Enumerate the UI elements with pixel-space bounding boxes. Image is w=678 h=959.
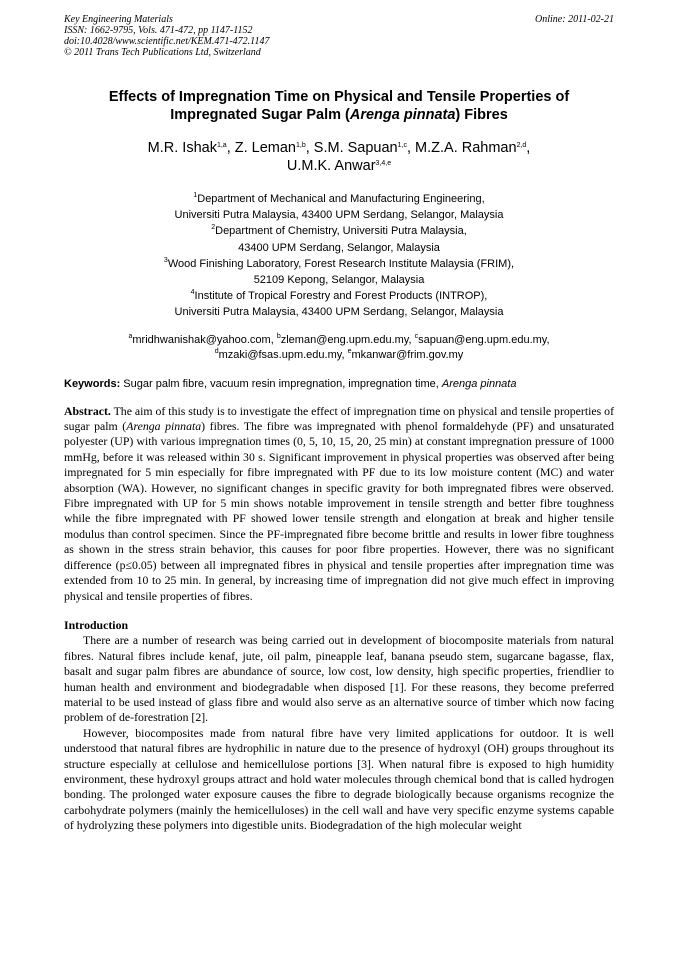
title-line-2-italic: Arenga pinnata [349, 107, 456, 123]
keywords [64, 377, 614, 391]
affiliation-marker: 1 [193, 192, 198, 199]
author-emails [64, 333, 614, 363]
affiliation-marker: 3 [163, 256, 168, 264]
email-a[interactable]: mridhwanishak@yahoo.com, [132, 333, 277, 346]
author-name: S.M. Sapuan [313, 140, 398, 156]
author-separator: , [305, 140, 314, 156]
keywords-label: Keywords: [64, 377, 121, 390]
author-separator: , [226, 140, 235, 156]
author-affil-marker: 2,d [516, 142, 527, 149]
paper-page [64, 14, 614, 834]
online-date: Online: 2011-02-21 [535, 14, 614, 25]
journal-name: Key Engineering Materials [64, 14, 173, 25]
email-marker: a [128, 332, 133, 340]
copyright-line: © 2011 Trans Tech Publications Ltd, Switzerland [64, 47, 261, 58]
email-marker: e [347, 347, 352, 355]
issn-line: ISSN: 1662-9795, Vols. 471-472, pp 1147-1152 [64, 25, 253, 36]
introduction-paragraph-2: However, biocomposites made from natural fibre have very limited applications for outdoor. It is well understood that natural fibres are hydrophilic in nature due to the presence of hydroxyl (OH) groups throughout its structure especially at cellulose and hemicellulose portions [3]. When natural fibre is exposed to high humidity environment, these hydroxyl groups attract and hold water molecules through chemical bond that is called hydrogen bonding. The prolonged water exposure causes the fibre to degrade biologically because organisms recognize the carbohydrate polymers (mainly the hemicelluloses) in the cell wall and have very specific enzyme systems capable of hydrolyzing these polymers into digestible units. Biodegradation of the high molecular weight [64, 725, 614, 833]
keywords-text: Sugar palm fibre, vacuum resin impregnation, impregnation time, [120, 377, 442, 390]
email-marker: b [276, 332, 281, 340]
affiliations [64, 191, 614, 321]
author-affil-marker: 3,4,e [375, 160, 392, 167]
section-heading-introduction: Introduction [64, 617, 129, 632]
affiliation-2-line-2: 43400 UPM Serdang, Selangor, Malaysia [238, 241, 440, 254]
affiliation-2-line-1: $^2$Department of Chemistry, Universiti Putra Malaysia, [211, 224, 467, 238]
email-c[interactable]: sapuan@eng.upm.edu.my, [418, 333, 550, 346]
author-separator: , [526, 140, 531, 156]
email-marker: d [214, 347, 219, 355]
title-line-2-post: ) Fibres [455, 107, 508, 123]
journal-header [64, 14, 614, 58]
abstract-label: Abstract. [64, 403, 111, 418]
affiliation-3-line-2: 52109 Kepong, Selangor, Malaysia [253, 274, 425, 287]
title-line-1: Effects of Impregnation Time on Physical and Tensile Properties of [108, 89, 570, 105]
affiliation-4-line-2: Universiti Putra Malaysia, 43400 UPM Serdang, Selangor, Malaysia [174, 306, 504, 319]
email-e[interactable]: mkanwar@frim.gov.my [351, 348, 464, 361]
title-line-2-pre: Impregnated Sugar Palm ( [170, 107, 350, 123]
abstract-text-2: ) fibres. The fibre was impregnated with phenol formaldehyde (PF) and unsaturated polyester (UP) with various impregnation times (0, 5, 10, 15, 20, 25 min) at constant impregnation pressure of 1000 mmHg, before it was released within 30 s. Significant improvement in physical properties was observed after being impregnated for 5 min especially for fibre impregnated with PF due to its low moisture content (MC) and water absorption (WA). However, no significant changes in specific gravity for both impregnated fibres were observed. Fibre impregnated with UP for 5 min shows notable improvement in tensile strength and better fibre toughness while the fibre impregnated with PF showed lower tensile strength and elongation at break and higher tensile modulus than control specimen. Since the PF-impregnated fibre become brittle and results in lower fibre toughness as shown in the stress strain behavior, this causes for poor fibre properties. However, there was no significant difference (p≤0.05) between all impregnated fibres in physical and tensile properties after impregnation time was extended from 10 to 25 min. In general, by increasing time of impregnation did not give much effect in improving physical and tensile properties of fibres. [64, 419, 614, 603]
keywords-italic: Arenga pinnata [441, 377, 517, 390]
affiliation-marker: 4 [190, 289, 195, 297]
doi-line: doi:10.4028/www.scientific.net/KEM.471-472.1147 [64, 36, 270, 47]
affiliation-4-line-1: $^4$Institute of Tropical Forestry and Forest Products (INTROP), [190, 289, 488, 303]
affiliation-marker: 2 [211, 224, 216, 232]
email-line-2 [64, 348, 614, 363]
abstract-italic: Arenga pinnata [126, 419, 202, 434]
email-line-1 [64, 333, 614, 348]
email-d[interactable]: mzaki@fsas.upm.edu.my, [218, 348, 348, 361]
affiliation-3-line-1: $^3$Wood Finishing Laboratory, Forest Research Institute Malaysia (FRIM), [163, 256, 515, 270]
author-name: M.R. Ishak [147, 140, 217, 156]
author-affil-marker: 1,c [397, 142, 407, 149]
introduction-paragraph-1: There are a number of research was being carried out in development of biocomposite materials from natural fibres. Natural fibres include kenaf, jute, oil palm, pineapple leaf, banana pseudo stem, sugarcane bagasse, flax, basalt and sugar palm fibres are abundance of source, low cost, low density, high specific properties, friendlier to human health and environment and biodegradable when disposed [1]. For these reasons, they become preferred material to be used instead of glass fibre and would also serve as an alternative source of timber which now facing problem of de-forestration [2]. [64, 633, 614, 725]
author-affil-marker: 1,b [296, 142, 306, 149]
abstract-text-1: The aim of this study is to investigate the effect of impregnation time on physical and tensile properties of sugar palm ( [64, 403, 614, 434]
paper-title [64, 88, 614, 124]
affiliation-1-line-2: Universiti Putra Malaysia, 43400 UPM Serdang, Selangor, Malaysia [174, 209, 504, 222]
author-list [64, 139, 614, 175]
affiliation-1-line-1: $^1$Department of Mechanical and Manufacturing Engineering, [193, 192, 485, 205]
email-marker: c [414, 332, 419, 340]
author-separator: , [406, 140, 416, 156]
author-name: Z. Leman [234, 140, 296, 156]
author-name: U.M.K. Anwar [286, 158, 376, 174]
email-b[interactable]: zleman@eng.upm.edu.my, [280, 333, 415, 346]
abstract [64, 404, 614, 604]
author-affil-marker: 1,a [216, 142, 227, 149]
author-name: M.Z.A. Rahman [415, 140, 517, 156]
